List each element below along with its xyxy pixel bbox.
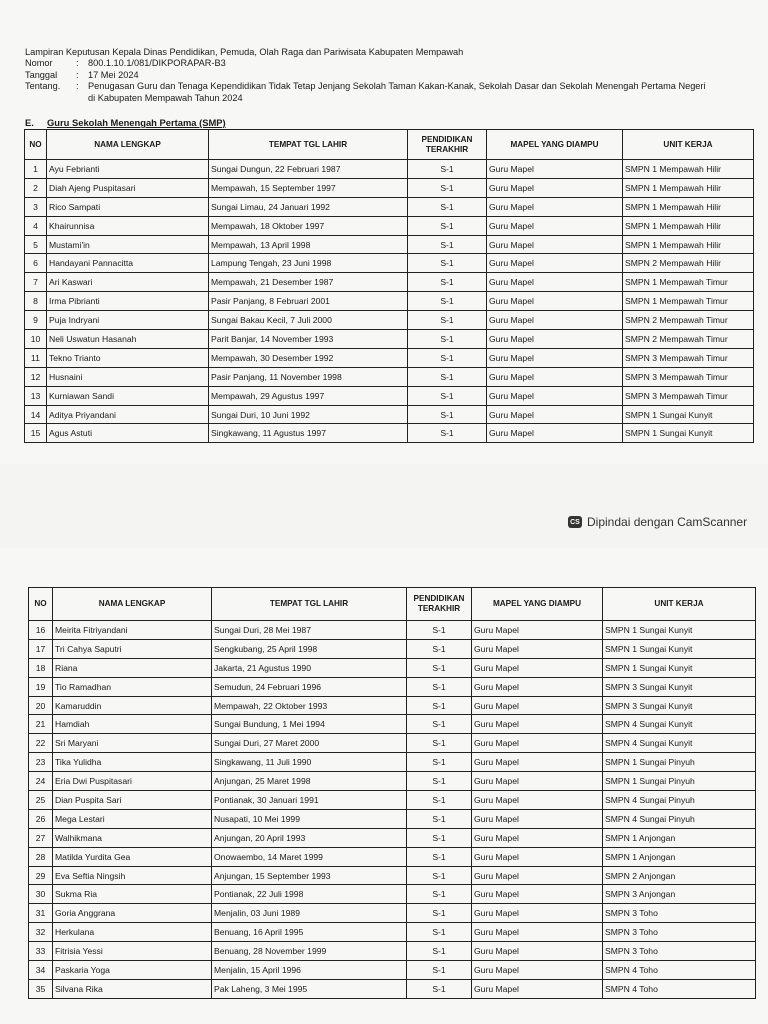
cell-ttl: Singkawang, 11 Agustus 1997 bbox=[209, 424, 408, 443]
cell-mapel: Guru Mapel bbox=[472, 791, 603, 810]
table-row bbox=[29, 847, 756, 866]
cell-mapel: Guru Mapel bbox=[472, 621, 603, 640]
cell-nama: Sukma Ria bbox=[53, 885, 212, 904]
cell-ttl: Mempawah, 22 Oktober 1993 bbox=[212, 696, 407, 715]
cell-no: 7 bbox=[25, 273, 47, 292]
cell-pendidikan: S-1 bbox=[408, 254, 487, 273]
cell-no: 31 bbox=[29, 904, 53, 923]
cell-unit: SMPN 3 Sungai Kunyit bbox=[603, 677, 756, 696]
table-row bbox=[25, 367, 754, 386]
table-row bbox=[29, 753, 756, 772]
cell-mapel: Guru Mapel bbox=[472, 677, 603, 696]
cell-no: 27 bbox=[29, 828, 53, 847]
cell-nama: Sri Maryani bbox=[53, 734, 212, 753]
cell-unit: SMPN 1 Sungai Kunyit bbox=[623, 424, 754, 443]
table-row bbox=[29, 772, 756, 791]
cell-ttl: Parit Banjar, 14 November 1993 bbox=[209, 330, 408, 349]
cell-unit: SMPN 4 Sungai Pinyuh bbox=[603, 809, 756, 828]
cell-mapel: Guru Mapel bbox=[487, 254, 623, 273]
cell-mapel: Guru Mapel bbox=[487, 405, 623, 424]
table-row bbox=[29, 639, 756, 658]
cell-ttl: Pontianak, 22 Juli 1998 bbox=[212, 885, 407, 904]
table-row bbox=[25, 405, 754, 424]
cell-nama: Eria Dwi Puspitasari bbox=[53, 772, 212, 791]
cell-nama: Aditya Priyandani bbox=[47, 405, 209, 424]
cell-ttl: Mempawah, 15 September 1997 bbox=[209, 178, 408, 197]
cell-unit: SMPN 1 Mempawah Hilir bbox=[623, 197, 754, 216]
table-row bbox=[25, 330, 754, 349]
cell-mapel: Guru Mapel bbox=[472, 639, 603, 658]
cell-pendidikan: S-1 bbox=[408, 405, 487, 424]
table-row bbox=[25, 273, 754, 292]
cell-unit: SMPN 3 Mempawah Timur bbox=[623, 367, 754, 386]
table-row bbox=[25, 311, 754, 330]
cell-pendidikan: S-1 bbox=[407, 809, 472, 828]
table-row bbox=[29, 734, 756, 753]
cell-no: 35 bbox=[29, 979, 53, 998]
cell-nama: Khairunnisa bbox=[47, 216, 209, 235]
cell-nama: Tika Yulidha bbox=[53, 753, 212, 772]
cell-ttl: Nusapati, 10 Mei 1999 bbox=[212, 809, 407, 828]
cell-pendidikan: S-1 bbox=[407, 753, 472, 772]
cell-pendidikan: S-1 bbox=[408, 348, 487, 367]
cell-mapel: Guru Mapel bbox=[487, 292, 623, 311]
cell-unit: SMPN 1 Sungai Kunyit bbox=[603, 639, 756, 658]
cell-ttl: Menjalin, 03 Juni 1989 bbox=[212, 904, 407, 923]
col-header-no: NO bbox=[25, 130, 47, 160]
cell-no: 16 bbox=[29, 621, 53, 640]
col-header-mapel: MAPEL YANG DIAMPU bbox=[487, 130, 623, 160]
cell-mapel: Guru Mapel bbox=[472, 658, 603, 677]
header-row-continuation: di Kabupaten Mempawah Tahun 2024 bbox=[88, 92, 243, 103]
cell-mapel: Guru Mapel bbox=[472, 885, 603, 904]
cell-no: 14 bbox=[25, 405, 47, 424]
cell-no: 5 bbox=[25, 235, 47, 254]
table-row bbox=[29, 715, 756, 734]
cell-pendidikan: S-1 bbox=[407, 847, 472, 866]
col-header-pendidikan: PENDIDIKAN TERAKHIR bbox=[408, 130, 487, 160]
cell-pendidikan: S-1 bbox=[408, 330, 487, 349]
col-header-unit: UNIT KERJA bbox=[603, 588, 756, 621]
cell-mapel: Guru Mapel bbox=[472, 904, 603, 923]
cell-no: 18 bbox=[29, 658, 53, 677]
cell-pendidikan: S-1 bbox=[408, 178, 487, 197]
cell-no: 10 bbox=[25, 330, 47, 349]
cell-pendidikan: S-1 bbox=[408, 311, 487, 330]
cell-mapel: Guru Mapel bbox=[487, 235, 623, 254]
cell-pendidikan: S-1 bbox=[408, 367, 487, 386]
table-row bbox=[25, 197, 754, 216]
cell-no: 34 bbox=[29, 961, 53, 980]
cell-no: 1 bbox=[25, 160, 47, 179]
cell-no: 32 bbox=[29, 923, 53, 942]
cell-pendidikan: S-1 bbox=[408, 292, 487, 311]
cell-no: 30 bbox=[29, 885, 53, 904]
cell-no: 28 bbox=[29, 847, 53, 866]
cell-mapel: Guru Mapel bbox=[472, 942, 603, 961]
cell-mapel: Guru Mapel bbox=[472, 753, 603, 772]
cell-no: 11 bbox=[25, 348, 47, 367]
table-row bbox=[29, 866, 756, 885]
cell-mapel: Guru Mapel bbox=[472, 734, 603, 753]
cell-unit: SMPN 3 Toho bbox=[603, 904, 756, 923]
cell-nama: Herkulana bbox=[53, 923, 212, 942]
cell-nama: Agus Astuti bbox=[47, 424, 209, 443]
cell-unit: SMPN 3 Mempawah Timur bbox=[623, 348, 754, 367]
cell-pendidikan: S-1 bbox=[407, 866, 472, 885]
cell-no: 6 bbox=[25, 254, 47, 273]
cell-pendidikan: S-1 bbox=[407, 639, 472, 658]
cell-ttl: Sengkubang, 25 April 1998 bbox=[212, 639, 407, 658]
cell-no: 13 bbox=[25, 386, 47, 405]
col-header-no: NO bbox=[29, 588, 53, 621]
cell-nama: Puja Indryani bbox=[47, 311, 209, 330]
col-header-ttl: TEMPAT TGL LAHIR bbox=[212, 588, 407, 621]
cell-no: 15 bbox=[25, 424, 47, 443]
cell-unit: SMPN 1 Mempawah Timur bbox=[623, 273, 754, 292]
cell-mapel: Guru Mapel bbox=[472, 772, 603, 791]
cell-pendidikan: S-1 bbox=[408, 160, 487, 179]
table-row bbox=[25, 235, 754, 254]
document-header bbox=[25, 47, 728, 104]
cell-ttl: Onowaembo, 14 Maret 1999 bbox=[212, 847, 407, 866]
cell-mapel: Guru Mapel bbox=[472, 961, 603, 980]
cell-nama: Eva Seftia Ningsih bbox=[53, 866, 212, 885]
cell-nama: Ari Kaswari bbox=[47, 273, 209, 292]
cell-ttl: Sungai Bundung, 1 Mei 1994 bbox=[212, 715, 407, 734]
cell-ttl: Mempawah, 21 Desember 1987 bbox=[209, 273, 408, 292]
cell-no: 22 bbox=[29, 734, 53, 753]
cell-unit: SMPN 4 Toho bbox=[603, 979, 756, 998]
col-header-nama: NAMA LENGKAP bbox=[53, 588, 212, 621]
cell-ttl: Pasir Panjang, 11 November 1998 bbox=[209, 367, 408, 386]
cell-ttl: Benuang, 28 November 1999 bbox=[212, 942, 407, 961]
cell-mapel: Guru Mapel bbox=[472, 979, 603, 998]
cell-unit: SMPN 1 Anjongan bbox=[603, 828, 756, 847]
cell-unit: SMPN 1 Anjongan bbox=[603, 847, 756, 866]
cell-mapel: Guru Mapel bbox=[487, 367, 623, 386]
cell-pendidikan: S-1 bbox=[408, 273, 487, 292]
table-row bbox=[29, 621, 756, 640]
col-header-ttl: TEMPAT TGL LAHIR bbox=[209, 130, 408, 160]
cell-no: 24 bbox=[29, 772, 53, 791]
cell-nama: Ayu Febrianti bbox=[47, 160, 209, 179]
cell-nama: Mustami'in bbox=[47, 235, 209, 254]
table-row bbox=[25, 292, 754, 311]
table-row bbox=[29, 979, 756, 998]
table-row bbox=[29, 696, 756, 715]
cell-no: 9 bbox=[25, 311, 47, 330]
cell-ttl: Singkawang, 11 Juli 1990 bbox=[212, 753, 407, 772]
table-row bbox=[25, 178, 754, 197]
table-row bbox=[25, 424, 754, 443]
cell-pendidikan: S-1 bbox=[408, 235, 487, 254]
cell-mapel: Guru Mapel bbox=[472, 828, 603, 847]
cell-mapel: Guru Mapel bbox=[487, 178, 623, 197]
cell-nama: Riana bbox=[53, 658, 212, 677]
cell-mapel: Guru Mapel bbox=[487, 348, 623, 367]
cell-pendidikan: S-1 bbox=[408, 386, 487, 405]
cell-ttl: Pontianak, 30 Januari 1991 bbox=[212, 791, 407, 810]
table-row bbox=[29, 885, 756, 904]
cell-pendidikan: S-1 bbox=[407, 979, 472, 998]
cell-pendidikan: S-1 bbox=[407, 621, 472, 640]
col-header-mapel: MAPEL YANG DIAMPU bbox=[472, 588, 603, 621]
cell-nama: Walhikmana bbox=[53, 828, 212, 847]
cell-unit: SMPN 1 Mempawah Hilir bbox=[623, 235, 754, 254]
cell-pendidikan: S-1 bbox=[407, 772, 472, 791]
cell-mapel: Guru Mapel bbox=[487, 311, 623, 330]
cell-ttl: Anjungan, 20 April 1993 bbox=[212, 828, 407, 847]
cell-no: 4 bbox=[25, 216, 47, 235]
cell-nama: Tri Cahya Saputri bbox=[53, 639, 212, 658]
cell-nama: Tekno Trianto bbox=[47, 348, 209, 367]
cell-unit: SMPN 1 Mempawah Hilir bbox=[623, 160, 754, 179]
cell-mapel: Guru Mapel bbox=[472, 866, 603, 885]
cell-pendidikan: S-1 bbox=[407, 658, 472, 677]
cell-nama: Tio Ramadhan bbox=[53, 677, 212, 696]
col-header-pendidikan: PENDIDIKAN TERAKHIR bbox=[407, 588, 472, 621]
cell-ttl: Sungai Limau, 24 Januari 1992 bbox=[209, 197, 408, 216]
cell-no: 21 bbox=[29, 715, 53, 734]
cell-no: 25 bbox=[29, 791, 53, 810]
cell-mapel: Guru Mapel bbox=[472, 847, 603, 866]
cell-mapel: Guru Mapel bbox=[487, 330, 623, 349]
cell-pendidikan: S-1 bbox=[407, 677, 472, 696]
cell-no: 8 bbox=[25, 292, 47, 311]
cell-unit: SMPN 2 Mempawah Timur bbox=[623, 330, 754, 349]
cell-nama: Diah Ajeng Puspitasari bbox=[47, 178, 209, 197]
cell-mapel: Guru Mapel bbox=[487, 424, 623, 443]
camscanner-text: Dipindai dengan CamScanner bbox=[587, 515, 748, 529]
cell-pendidikan: S-1 bbox=[407, 715, 472, 734]
cell-unit: SMPN 2 Mempawah Hilir bbox=[623, 254, 754, 273]
cell-no: 29 bbox=[29, 866, 53, 885]
cell-ttl: Menjalin, 15 April 1996 bbox=[212, 961, 407, 980]
col-header-nama: NAMA LENGKAP bbox=[47, 130, 209, 160]
cell-unit: SMPN 3 Mempawah Timur bbox=[623, 386, 754, 405]
table-row bbox=[29, 677, 756, 696]
cell-no: 23 bbox=[29, 753, 53, 772]
header-line: Lampiran Keputusan Kepala Dinas Pendidikan, Pemuda, Olah Raga dan Pariwisata Kabupaten Mempawah bbox=[25, 47, 464, 57]
cell-no: 33 bbox=[29, 942, 53, 961]
document-page-2 bbox=[0, 548, 768, 1024]
section-title: E. Guru Sekolah Menengah Pertama (SMP) bbox=[25, 117, 226, 128]
cell-unit: SMPN 4 Sungai Kunyit bbox=[603, 715, 756, 734]
cell-unit: SMPN 4 Sungai Pinyuh bbox=[603, 791, 756, 810]
teacher-table-1 bbox=[24, 129, 754, 443]
cell-no: 20 bbox=[29, 696, 53, 715]
cell-ttl: Sungai Duri, 27 Maret 2000 bbox=[212, 734, 407, 753]
camscanner-logo: CS bbox=[568, 516, 582, 528]
cell-nama: Rico Sampati bbox=[47, 197, 209, 216]
cell-ttl: Sungai Duri, 10 Juni 1992 bbox=[209, 405, 408, 424]
cell-ttl: Sungai Bakau Kecil, 7 Juli 2000 bbox=[209, 311, 408, 330]
cell-mapel: Guru Mapel bbox=[487, 197, 623, 216]
cell-no: 26 bbox=[29, 809, 53, 828]
table-row bbox=[29, 904, 756, 923]
cell-unit: SMPN 3 Anjongan bbox=[603, 885, 756, 904]
cell-ttl: Pasir Panjang, 8 Februari 2001 bbox=[209, 292, 408, 311]
cell-pendidikan: S-1 bbox=[408, 197, 487, 216]
cell-mapel: Guru Mapel bbox=[487, 273, 623, 292]
table-header-row bbox=[25, 130, 754, 160]
camscanner-watermark bbox=[568, 515, 747, 529]
cell-ttl: Anjungan, 25 Maret 1998 bbox=[212, 772, 407, 791]
cell-nama: Dian Puspita Sari bbox=[53, 791, 212, 810]
table-row bbox=[29, 961, 756, 980]
cell-nama: Neli Uswatun Hasanah bbox=[47, 330, 209, 349]
cell-unit: SMPN 1 Sungai Pinyuh bbox=[603, 772, 756, 791]
cell-mapel: Guru Mapel bbox=[487, 216, 623, 235]
table-header-row bbox=[29, 588, 756, 621]
cell-pendidikan: S-1 bbox=[407, 828, 472, 847]
table-row bbox=[29, 828, 756, 847]
cell-ttl: Benuang, 16 April 1995 bbox=[212, 923, 407, 942]
table-row bbox=[25, 254, 754, 273]
cell-unit: SMPN 3 Sungai Kunyit bbox=[603, 696, 756, 715]
cell-nama: Irma Pibrianti bbox=[47, 292, 209, 311]
cell-nama: Silvana Rika bbox=[53, 979, 212, 998]
cell-no: 3 bbox=[25, 197, 47, 216]
cell-mapel: Guru Mapel bbox=[472, 809, 603, 828]
cell-ttl: Mempawah, 30 Desember 1992 bbox=[209, 348, 408, 367]
cell-ttl: Mempawah, 13 April 1998 bbox=[209, 235, 408, 254]
cell-pendidikan: S-1 bbox=[407, 885, 472, 904]
cell-pendidikan: S-1 bbox=[407, 904, 472, 923]
cell-pendidikan: S-1 bbox=[407, 696, 472, 715]
cell-no: 17 bbox=[29, 639, 53, 658]
table-row bbox=[29, 923, 756, 942]
cell-ttl: Lampung Tengah, 23 Juni 1998 bbox=[209, 254, 408, 273]
table-row bbox=[25, 348, 754, 367]
teacher-table-2 bbox=[28, 587, 756, 999]
cell-ttl: Jakarta, 21 Agustus 1990 bbox=[212, 658, 407, 677]
cell-no: 19 bbox=[29, 677, 53, 696]
table-row bbox=[25, 216, 754, 235]
table-row bbox=[29, 942, 756, 961]
cell-nama: Goria Anggrana bbox=[53, 904, 212, 923]
cell-nama: Matilda Yurdita Gea bbox=[53, 847, 212, 866]
cell-nama: Mega Lestari bbox=[53, 809, 212, 828]
cell-unit: SMPN 3 Toho bbox=[603, 923, 756, 942]
table-row bbox=[29, 658, 756, 677]
cell-mapel: Guru Mapel bbox=[472, 715, 603, 734]
cell-ttl: Sungai Dungun, 22 Februari 1987 bbox=[209, 160, 408, 179]
cell-unit: SMPN 2 Mempawah Timur bbox=[623, 311, 754, 330]
cell-mapel: Guru Mapel bbox=[487, 386, 623, 405]
cell-nama: Meirita Fitriyandani bbox=[53, 621, 212, 640]
cell-nama: Kamaruddin bbox=[53, 696, 212, 715]
cell-unit: SMPN 1 Sungai Kunyit bbox=[623, 405, 754, 424]
cell-unit: SMPN 1 Sungai Pinyuh bbox=[603, 753, 756, 772]
cell-pendidikan: S-1 bbox=[408, 424, 487, 443]
cell-pendidikan: S-1 bbox=[407, 942, 472, 961]
cell-ttl: Anjungan, 15 September 1993 bbox=[212, 866, 407, 885]
cell-pendidikan: S-1 bbox=[407, 961, 472, 980]
cell-unit: SMPN 1 Mempawah Hilir bbox=[623, 216, 754, 235]
header-row-tanggal: Tanggal : 17 Mei 2024 bbox=[25, 69, 139, 80]
cell-nama: Hamdiah bbox=[53, 715, 212, 734]
cell-unit: SMPN 1 Sungai Kunyit bbox=[603, 621, 756, 640]
cell-pendidikan: S-1 bbox=[408, 216, 487, 235]
cell-ttl: Semudun, 24 Februari 1996 bbox=[212, 677, 407, 696]
table-row bbox=[25, 386, 754, 405]
cell-nama: Husnaini bbox=[47, 367, 209, 386]
document-page-1 bbox=[0, 0, 768, 464]
cell-nama: Kurniawan Sandi bbox=[47, 386, 209, 405]
cell-unit: SMPN 3 Toho bbox=[603, 942, 756, 961]
cell-no: 12 bbox=[25, 367, 47, 386]
cell-nama: Fitrisia Yessi bbox=[53, 942, 212, 961]
header-row-tentang: Tentang. : Penugasan Guru dan Tenaga Kependidikan Tidak Tetap Jenjang Sekolah Taman Kakan-Kanak, Sekolah Dasar dan Sekolah Menengah Pertama Negeri bbox=[25, 81, 706, 92]
header-row-nomor: Nomor : 800.1.10.1/081/DIKPORAPAR-B3 bbox=[25, 58, 226, 69]
cell-unit: SMPN 1 Mempawah Timur bbox=[623, 292, 754, 311]
cell-unit: SMPN 2 Anjongan bbox=[603, 866, 756, 885]
cell-ttl: Mempawah, 18 Oktober 1997 bbox=[209, 216, 408, 235]
cell-mapel: Guru Mapel bbox=[487, 160, 623, 179]
table-row bbox=[29, 809, 756, 828]
cell-unit: SMPN 4 Toho bbox=[603, 961, 756, 980]
cell-unit: SMPN 1 Mempawah Hilir bbox=[623, 178, 754, 197]
cell-mapel: Guru Mapel bbox=[472, 923, 603, 942]
cell-ttl: Pak Laheng, 3 Mei 1995 bbox=[212, 979, 407, 998]
cell-pendidikan: S-1 bbox=[407, 923, 472, 942]
table-row bbox=[29, 791, 756, 810]
cell-unit: SMPN 4 Sungai Kunyit bbox=[603, 734, 756, 753]
cell-unit: SMPN 1 Sungai Kunyit bbox=[603, 658, 756, 677]
table-row bbox=[25, 160, 754, 179]
cell-nama: Paskaria Yoga bbox=[53, 961, 212, 980]
col-header-unit: UNIT KERJA bbox=[623, 130, 754, 160]
cell-ttl: Sungai Duri, 28 Mei 1987 bbox=[212, 621, 407, 640]
cell-no: 2 bbox=[25, 178, 47, 197]
cell-ttl: Mempawah, 29 Agustus 1997 bbox=[209, 386, 408, 405]
cell-mapel: Guru Mapel bbox=[472, 696, 603, 715]
cell-pendidikan: S-1 bbox=[407, 791, 472, 810]
cell-pendidikan: S-1 bbox=[407, 734, 472, 753]
cell-nama: Handayani Pannacitta bbox=[47, 254, 209, 273]
